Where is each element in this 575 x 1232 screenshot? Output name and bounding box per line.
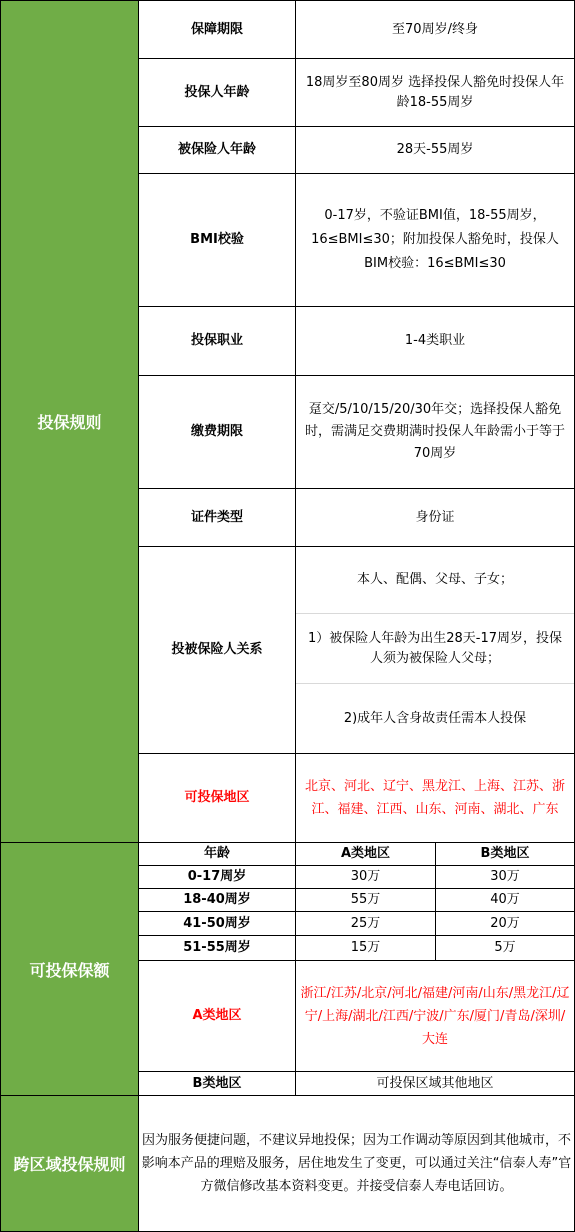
- rule-label-term: 保障期限: [138, 0, 296, 59]
- rule-value-bmi: 0-17岁，不验证BMI值，18-55周岁，16≤BMI≤30；附加投保人豁免时，投保人BIM校验：16≤BMI≤30: [295, 173, 575, 307]
- relation-item-1: 本人、配偶、父母、子女；: [296, 547, 574, 614]
- rule-label-id-type: 证件类型: [138, 488, 296, 547]
- rule-label-insured-age: 被保险人年龄: [138, 126, 296, 174]
- relation-label: 投被保险人关系: [138, 546, 296, 754]
- rule-label-applicant-age: 投保人年龄: [138, 58, 296, 127]
- rule-value-insured-age: 28天-55周岁: [295, 126, 575, 174]
- rule-value-term: 至70周岁/终身: [295, 0, 575, 59]
- amount-row-2-b: 40万: [435, 888, 575, 912]
- section-cross-header: 跨区域投保规则: [0, 1095, 139, 1232]
- rule-label-payment-term: 缴费期限: [138, 375, 296, 489]
- amount-row-3-a: 25万: [295, 911, 436, 936]
- region-value: 北京、河北、辽宁、黑龙江、上海、江苏、浙江、福建、江西、山东、河南、湖北、广东: [295, 753, 575, 843]
- section-amount-header: 可投保保额: [0, 842, 139, 1096]
- a-region-label: A类地区: [138, 960, 296, 1072]
- a-region-value: 浙江/江苏/北京/河北/福建/河南/山东/黑龙江/辽宁/上海/湖北/江西/宁波/广东/厦门/青岛/深圳/大连: [295, 960, 575, 1072]
- amount-row-4-b: 5万: [435, 935, 575, 961]
- section-rules-header: 投保规则: [0, 0, 139, 843]
- amount-header-b: B类地区: [435, 842, 575, 866]
- amount-row-3-b: 20万: [435, 911, 575, 936]
- b-region-label: B类地区: [138, 1071, 296, 1096]
- rule-value-id-type: 身份证: [295, 488, 575, 547]
- b-region-value: 可投保区域其他地区: [295, 1071, 575, 1096]
- cross-region-text: 因为服务便捷问题，不建议异地投保；因为工作调动等原因到其他城市，不影响本产品的理赔及服务，居住地发生了变更，可以通过关注“信泰人寿”官方微信修改基本资料变更。并接受信泰人寿电话回访。: [138, 1095, 575, 1232]
- amount-header-a: A类地区: [295, 842, 436, 866]
- amount-row-1-age: 0-17周岁: [138, 865, 296, 889]
- amount-header-age: 年龄: [138, 842, 296, 866]
- relation-item-3: 2)成年人含身故责任需本人投保: [343, 710, 527, 726]
- rule-value-occupation: 1-4类职业: [295, 306, 575, 376]
- relation-item-2: 1）被保险人年龄为出生28天-17周岁，投保人须为被保险人父母；: [296, 614, 574, 684]
- rule-value-payment-term: 趸交/5/10/15/20/30年交；选择投保人豁免时，需满足交费期满时投保人年龄需小于等于70周岁: [295, 375, 575, 489]
- rule-label-bmi: BMI校验: [138, 173, 296, 307]
- amount-row-2-age: 18-40周岁: [138, 888, 296, 912]
- amount-row-1-a: 30万: [295, 865, 436, 889]
- amount-row-2-a: 55万: [295, 888, 436, 912]
- amount-row-4-a: 15万: [295, 935, 436, 961]
- amount-row-3-age: 41-50周岁: [138, 911, 296, 936]
- region-label: 可投保地区: [138, 753, 296, 843]
- relation-box: [295, 546, 575, 754]
- amount-row-1-b: 30万: [435, 865, 575, 889]
- rule-label-occupation: 投保职业: [138, 306, 296, 376]
- rule-value-applicant-age: 18周岁至80周岁 选择投保人豁免时投保人年龄18-55周岁: [295, 58, 575, 127]
- amount-row-4-age: 51-55周岁: [138, 935, 296, 961]
